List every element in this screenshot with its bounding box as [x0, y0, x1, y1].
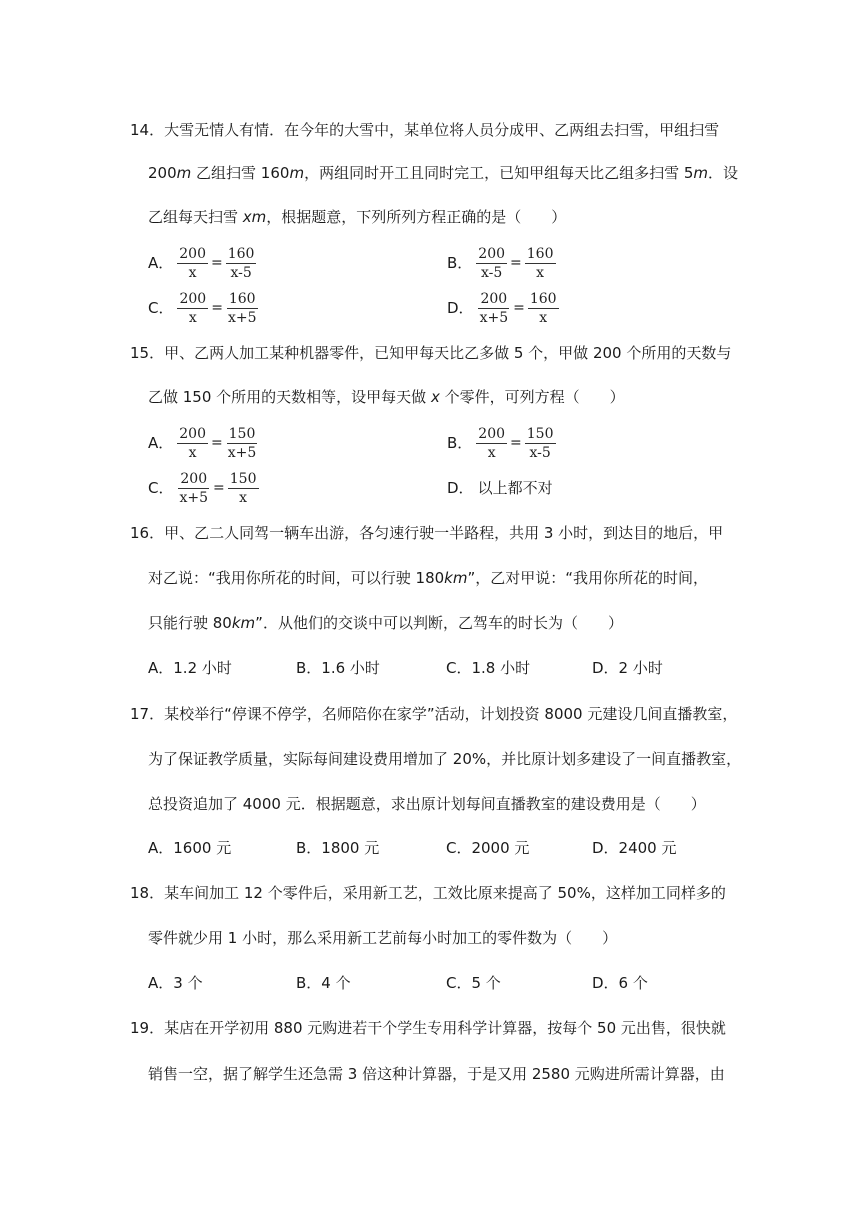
q16-option-a: A．1.2 小时: [148, 659, 232, 677]
q14-line-3: 乙组每天扫雪 xm，根据题意，下列所列方程正确的是（ ）: [148, 208, 567, 226]
q18-option-c: C．5 个: [446, 974, 501, 992]
q18-line-1: 18．某车间加工 12 个零件后，采用新工艺，工效比原来提高了 50%，这样加工同样多的: [130, 884, 726, 902]
q15-option-c: C． $\frac{200}{x+5}$ = $\frac{150}{x}$: [148, 470, 257, 506]
q14-line-1: 14．大雪无情人有情．在今年的大雪中，某单位将人员分成甲、乙两组去扫雪，甲组扫雪: [130, 121, 720, 139]
q15-option-a: A． $\frac{200}{x}$ = $\frac{150}{x+5}$: [148, 425, 257, 461]
q14-option-c: C． $\frac{200}{x}$ = $\frac{160}{x+5}$: [148, 290, 257, 326]
q17-line-1: 17．某校举行“停课不停学，名师陪你在家学”活动，计划投资 8000 元建设几间直播教室，: [130, 705, 738, 723]
q19-line-1: 19．某店在开学初用 880 元购进若干个学生专用科学计算器，按每个 50 元出售，很快就: [130, 1019, 726, 1037]
q14-line-2: 200m 乙组扫雪 160m，两组同时开工且同时完工，已知甲组每天比乙组多扫雪 5m．设: [148, 164, 739, 182]
q16-line-2: 对乙说：“我用你所花的时间，可以行驶 180km”，乙对甲说：“我用你所花的时间，: [148, 569, 709, 587]
q14-option-b: B． $\frac{200}{x-5}$ = $\frac{160}{x}$: [447, 245, 554, 281]
q18-option-d: D．6 个: [592, 974, 648, 992]
fraction: $\frac{200}{x}$: [179, 245, 206, 281]
q18-option-b: B．4 个: [296, 974, 351, 992]
fraction: $\frac{150}{x+5}$: [227, 425, 257, 461]
fraction: $\frac{160}{x-5}$: [227, 245, 255, 281]
q16-line-3: 只能行驶 80km”．从他们的交谈中可以判断，乙驾车的时长为（ ）: [148, 614, 623, 632]
fraction: $\frac{200}{x+5}$: [179, 470, 209, 506]
q17-option-c: C．2000 元: [446, 839, 530, 857]
q17-option-b: B．1800 元: [296, 839, 380, 857]
fraction: $\frac{200}{x}$: [179, 290, 207, 326]
q16-line-1: 16．甲、乙二人同驾一辆车出游，各匀速行驶一半路程，共用 3 小时，到达目的地后，甲: [130, 524, 724, 542]
q17-line-2: 为了保证教学质量，实际每间建设费用增加了 20%，并比原计划多建设了一间直播教室，: [148, 750, 742, 768]
fraction: $\frac{200}{x}$: [179, 425, 206, 461]
fraction: $\frac{150}{x-5}$: [526, 425, 554, 461]
fraction: $\frac{160}{x}$: [526, 245, 554, 281]
q16-option-c: C．1.8 小时: [446, 659, 531, 677]
fraction: $\frac{160}{x+5}$: [227, 290, 257, 326]
q15-line-1: 15．甲、乙两人加工某种机器零件，已知甲每天比乙多做 5 个，甲做 200 个所用的天数与: [130, 344, 732, 362]
q15-option-d: D． 以上都不对: [447, 479, 553, 497]
q18-option-a: A．3 个: [148, 974, 203, 992]
q17-option-a: A．1600 元: [148, 839, 232, 857]
fraction: $\frac{200}{x-5}$: [478, 245, 506, 281]
fraction: $\frac{160}{x}$: [529, 290, 557, 326]
fraction: $\frac{200}{x+5}$: [479, 290, 509, 326]
q17-option-d: D．2400 元: [592, 839, 677, 857]
q14-option-a: A． $\frac{200}{x}$ = $\frac{160}{x-5}$: [148, 245, 255, 281]
q15-line-2: 乙做 150 个所用的天数相等，设甲每天做 x 个零件，可列方程（ ）: [148, 388, 625, 406]
q19-line-2: 销售一空，据了解学生还急需 3 倍这种计算器，于是又用 2580 元购进所需计算器，由: [148, 1065, 725, 1083]
q15-option-b: B． $\frac{200}{x}$ = $\frac{150}{x-5}$: [447, 425, 554, 461]
fraction: $\frac{200}{x}$: [478, 425, 506, 461]
q16-option-d: D．2 小时: [592, 659, 663, 677]
fraction: $\frac{150}{x}$: [229, 470, 257, 506]
q16-option-b: B．1.6 小时: [296, 659, 380, 677]
q18-line-2: 零件就少用 1 小时，那么采用新工艺前每小时加工的零件数为（ ）: [148, 929, 618, 947]
q17-line-3: 总投资追加了 4000 元．根据题意，求出原计划每间直播教室的建设费用是（ ）: [148, 795, 706, 813]
q14-option-d: D． $\frac{200}{x+5}$ = $\frac{160}{x}$: [447, 290, 557, 326]
